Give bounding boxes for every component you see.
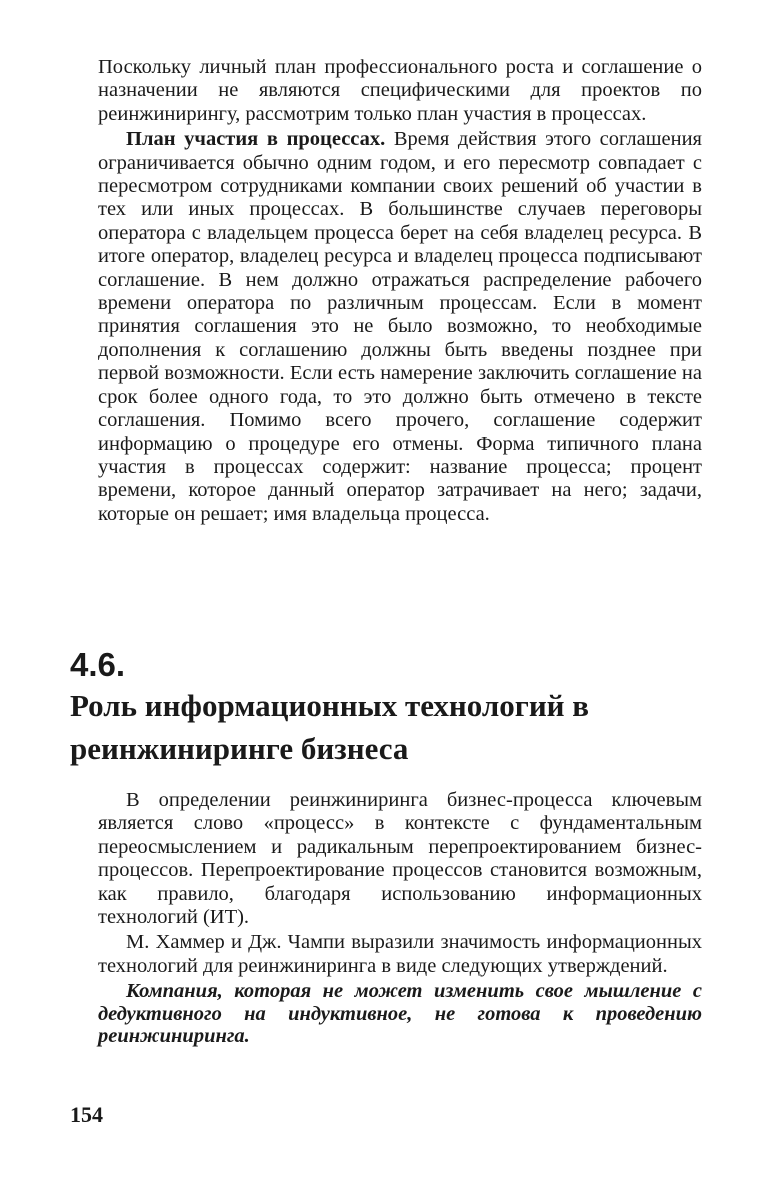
paragraph-body: Время действия этого соглашения ограничивается обычно одним годом, и его пересмотр совпадает с пересмотром сотрудниками компании своих решений об участии в тех или иных процессах. В большинстве случаев переговоры оператора с владельцем процесса берет на себя владелец ресурса. В итоге оператор, владелец ресурса и владелец процесса подписывают соглашение. В нем должно отражаться распределение рабочего времени оператора по различным процессам. Если в момент принятия соглашения это не было возможно, то необходимые дополнения к соглашению должны быть введены позднее при первой возможности. Если есть намерение заключить соглашение на срок более одного года, то это должно быть отмечено в тексте соглашения. Помимо всего прочего, соглашение содержит информацию о процедуре его отмены. Форма типичного плана участия в процессах содержит: название процесса; процент времени, которое данный оператор затрачивает на него; задачи, которые он решает; имя владельца процесса.	[98, 128, 702, 525]
section-number: 4.6.	[70, 646, 126, 683]
page-content	[70, 56, 702, 1048]
section-title: Роль информационных технологий в реинжиниринге бизнеса	[70, 688, 590, 766]
page-number: 154	[70, 1102, 103, 1127]
paragraph-hammer-champy: М. Хаммер и Дж. Чампи выразили значимость информационных технологий для реинжиниринга в виде следующих утверждений.	[98, 931, 702, 977]
paragraph-lead-in: План участия в процессах.	[126, 128, 386, 151]
paragraph-intro: Поскольку личный план профессионального роста и соглашение о назначении не являются специфическими для проектов по реинжинирингу, рассмотрим только план участия в процессах.	[98, 56, 702, 125]
paragraph-definition: В определении реинжиниринга бизнес-процесса ключевым является слово «процесс» в контексте с фундаментальным переосмыслением и радикальным перепроектированием бизнес-процессов. Перепроектирование процессов становится возможным, как правило, благодаря использованию информационных технологий (ИТ).	[98, 789, 702, 929]
section-body	[98, 789, 702, 1048]
paragraph-participation-plan	[98, 128, 702, 526]
quote-statement: Компания, которая не может изменить свое мышление с дедуктивного на индуктивное, не готова к проведению реинжиниринга.	[98, 980, 702, 1048]
intro-block	[70, 56, 702, 526]
